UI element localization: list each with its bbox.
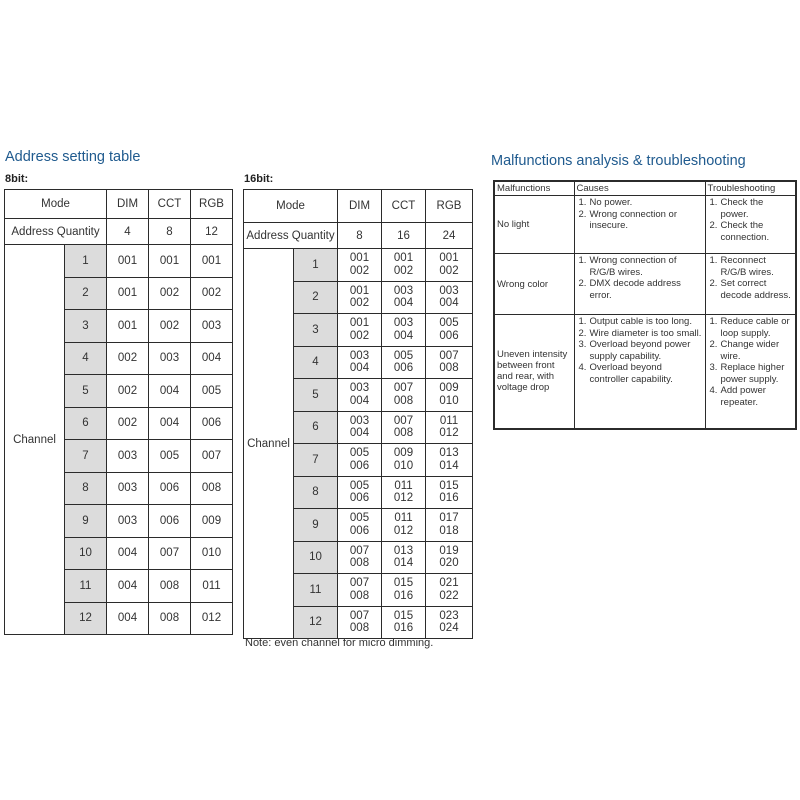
address-value: 017 [439,512,459,525]
causes-cell [574,196,705,254]
address-value: 001 [393,252,414,265]
channel-rgb-address [426,444,473,477]
address-table-title: Address setting table [5,149,141,165]
channel-cct-address: 006 [149,472,191,505]
address-value: 003 [393,317,414,330]
cause-item [577,328,703,340]
channel-cct-address [382,249,426,282]
item-number: 1. [578,197,587,208]
fix-item [708,385,794,408]
address-value: 005 [393,349,414,362]
malfunction-row [494,196,796,254]
causes-list [577,255,703,301]
channel-dim-address: 002 [107,407,149,440]
address-value: 012 [393,524,414,537]
item-number: 4. [709,385,718,396]
channel-rgb-address: 011 [191,570,233,603]
address-value: 015 [439,479,459,492]
address-table-8bit [4,189,233,635]
address-value: 016 [393,622,414,635]
channel-cct-address [382,541,426,574]
address-value: 006 [349,459,370,472]
malfunction-row [494,254,796,315]
address-value: 005 [439,317,459,330]
address-value: 008 [349,557,370,570]
item-number: 1. [578,255,587,266]
address-table-16bit [243,189,473,639]
channel-rgb-address: 012 [191,602,233,635]
channel-number: 9 [294,509,338,542]
item-number: 2. [709,278,718,289]
address-quantity-value: 16 [382,223,426,249]
address-value: 003 [349,349,370,362]
channel-number: 11 [294,574,338,607]
channel-cct-address: 008 [149,602,191,635]
causes-header: Causes [574,181,705,196]
channel-rgb-address [426,541,473,574]
channel-number: 3 [65,310,107,343]
address-value: 002 [393,264,414,277]
channel-dim-address: 001 [107,245,149,278]
channel-number: 8 [294,476,338,509]
address-value: 008 [393,394,414,407]
address-value: 016 [393,589,414,602]
channel-rgb-address: 004 [191,342,233,375]
address-value: 001 [349,317,370,330]
address-value: 014 [439,459,459,472]
malfunctions-title: Malfunctions analysis & troubleshooting [491,153,746,169]
mode-cct-header: CCT [382,190,426,223]
channel-dim-address [338,249,382,282]
item-number: 3. [709,362,718,373]
channel-cct-address [382,509,426,542]
item-text: Wrong connection of R/G/B wires. [589,255,677,278]
channel-number: 6 [65,407,107,440]
address-value: 008 [439,362,459,375]
item-text: Overload beyond power supply capability. [589,339,691,362]
address-value: 024 [439,622,459,635]
channel-rgb-address [426,346,473,379]
troubleshooting-cell [705,315,796,429]
address-value: 004 [393,329,414,342]
item-text: Replace higher power supply. [720,362,785,385]
item-text: No power. [589,197,633,208]
fix-item [708,197,794,220]
channel-label: Channel [5,245,65,635]
channel-dim-address: 002 [107,342,149,375]
fix-item [708,316,794,339]
address-value: 008 [349,622,370,635]
fix-item [708,362,794,385]
fix-item [708,255,794,278]
channel-cct-address: 002 [149,310,191,343]
channel-dim-address: 004 [107,537,149,570]
address-value: 016 [439,492,459,505]
address-value: 002 [349,264,370,277]
channel-number: 7 [294,444,338,477]
address-value: 022 [439,589,459,602]
cause-item [577,197,703,209]
channel-rgb-address: 002 [191,277,233,310]
malfunction-name: No light [494,196,574,254]
channel-cct-address: 006 [149,505,191,538]
malfunctions-header-row [494,181,796,196]
address-value: 011 [439,414,459,427]
channel-dim-address: 001 [107,277,149,310]
channel-number: 1 [65,245,107,278]
channel-cct-address [382,411,426,444]
address-value: 006 [349,492,370,505]
address-value: 008 [349,589,370,602]
channel-dim-address: 003 [107,472,149,505]
channel-cct-address: 007 [149,537,191,570]
mode-header-row [244,190,473,223]
address-quantity-row [244,223,473,249]
channel-cct-address [382,444,426,477]
causes-cell [574,315,705,429]
channel-number: 12 [65,602,107,635]
fix-item [708,339,794,362]
address-value: 004 [439,297,459,310]
channel-number: 1 [294,249,338,282]
item-text: Reconnect R/G/B wires. [720,255,774,278]
channel-rgb-address: 009 [191,505,233,538]
item-number: 4. [578,362,587,373]
channel-dim-address [338,281,382,314]
channel-rgb-address: 005 [191,375,233,408]
address-value: 009 [393,447,414,460]
fix-item [708,220,794,243]
item-number: 2. [578,278,587,289]
item-number: 2. [709,220,718,231]
item-number: 1. [578,316,587,327]
channel-rgb-address: 003 [191,310,233,343]
channel-dim-address [338,574,382,607]
item-text: Wire diameter is too small. [589,327,702,339]
address-quantity-value: 8 [149,219,191,245]
address-value: 018 [439,524,459,537]
address-quantity-row [5,219,233,245]
address-value: 002 [439,264,459,277]
item-text: Check the connection. [720,220,770,243]
item-text: Change wider wire. [720,339,780,362]
mode-rgb-header: RGB [191,190,233,219]
item-text: Check the power. [720,197,764,220]
item-number: 2. [578,208,587,220]
address-value: 004 [349,362,370,375]
address-value: 007 [439,349,459,362]
address-value: 001 [349,252,370,265]
cause-item [577,362,703,385]
bit16-label: 16bit: [244,173,274,185]
channel-number: 10 [294,541,338,574]
micro-dimming-note: Note: even channel for micro dimming. [245,637,434,649]
address-quantity-value: 12 [191,219,233,245]
address-value: 012 [393,492,414,505]
address-quantity-label: Address Quantity [244,223,338,249]
address-value: 004 [349,394,370,407]
channel-rgb-address [426,281,473,314]
mode-label: Mode [5,190,107,219]
item-number: 1. [709,197,718,208]
address-value: 006 [393,362,414,375]
item-number: 2. [709,339,718,350]
fix-item [708,278,794,301]
channel-rgb-address [426,249,473,282]
channel-rgb-address [426,314,473,347]
channel-cct-address: 005 [149,440,191,473]
mode-dim-header: DIM [107,190,149,219]
causes-cell [574,254,705,315]
mode-dim-header: DIM [338,190,382,223]
item-text: Add power repeater. [720,385,766,408]
address-value: 011 [394,512,413,525]
address-value: 007 [393,382,414,395]
channel-row [244,249,473,282]
address-value: 004 [349,427,370,440]
address-quantity-value: 4 [107,219,149,245]
address-value: 005 [349,512,370,525]
troubleshooting-header: Troubleshooting [705,181,796,196]
address-value: 007 [349,577,370,590]
cause-item [577,339,703,362]
malfunctions-header: Malfunctions [494,181,574,196]
channel-rgb-address [426,606,473,639]
cause-item [577,255,703,278]
address-value: 006 [439,329,459,342]
channel-cct-address [382,379,426,412]
channel-dim-address [338,379,382,412]
address-value: 003 [393,284,414,297]
channel-cct-address [382,281,426,314]
troubleshooting-list [708,197,794,243]
mode-header-row [5,190,233,219]
channel-cct-address: 001 [149,245,191,278]
channel-dim-address [338,314,382,347]
channel-rgb-address [426,411,473,444]
item-number: 1. [709,316,718,327]
channel-dim-address [338,444,382,477]
address-quantity-label: Address Quantity [5,219,107,245]
item-number: 3. [578,339,587,350]
channel-number: 4 [294,346,338,379]
address-value: 021 [439,577,459,590]
channel-rgb-address: 008 [191,472,233,505]
item-text: Output cable is too long. [589,316,692,327]
address-value: 019 [439,544,459,557]
troubleshooting-cell [705,196,796,254]
item-text: Set correct decode address. [720,278,791,301]
address-value: 003 [439,284,459,297]
address-value: 002 [349,297,370,310]
item-text: Overload beyond controller capability. [589,362,673,385]
channel-rgb-address: 007 [191,440,233,473]
item-number: 1. [709,255,718,266]
item-text: Wrong connection or insecure. [589,208,677,231]
address-quantity-value: 8 [338,223,382,249]
channel-cct-address [382,606,426,639]
item-text: DMX decode address error. [589,278,681,301]
address-value: 007 [349,544,370,557]
malfunction-row [494,315,796,429]
channel-dim-address [338,476,382,509]
address-value: 003 [349,414,370,427]
address-value: 020 [439,557,459,570]
channel-rgb-address [426,509,473,542]
troubleshooting-list [708,316,794,408]
item-number: 2. [578,327,587,339]
channel-dim-address: 001 [107,310,149,343]
channel-dim-address: 003 [107,505,149,538]
mode-rgb-header: RGB [426,190,473,223]
channel-cct-address: 004 [149,375,191,408]
channel-number: 9 [65,505,107,538]
troubleshooting-list [708,255,794,301]
channel-number: 4 [65,342,107,375]
cause-item [577,316,703,328]
channel-number: 7 [65,440,107,473]
channel-number: 5 [294,379,338,412]
channel-row [5,245,233,278]
channel-rgb-address: 006 [191,407,233,440]
address-value: 013 [393,544,414,557]
malfunction-name: Uneven intensity between front and rear, with voltage drop [494,315,574,429]
item-text: Reduce cable or loop supply. [720,316,790,339]
channel-dim-address: 002 [107,375,149,408]
address-value: 010 [393,459,414,472]
channel-dim-address: 004 [107,570,149,603]
channel-number: 12 [294,606,338,639]
troubleshooting-cell [705,254,796,315]
mode-cct-header: CCT [149,190,191,219]
channel-number: 2 [65,277,107,310]
channel-cct-address: 003 [149,342,191,375]
channel-cct-address [382,314,426,347]
address-value: 004 [393,297,414,310]
channel-dim-address [338,606,382,639]
channel-dim-address: 003 [107,440,149,473]
causes-list [577,316,703,385]
causes-list [577,197,703,232]
channel-number: 10 [65,537,107,570]
channel-number: 2 [294,281,338,314]
address-quantity-value: 24 [426,223,473,249]
channel-dim-address [338,346,382,379]
address-value: 008 [393,427,414,440]
address-value: 001 [439,252,459,265]
channel-rgb-address [426,476,473,509]
address-value: 006 [349,524,370,537]
mode-label: Mode [244,190,338,223]
channel-cct-address: 008 [149,570,191,603]
channel-cct-address [382,476,426,509]
address-value: 007 [349,609,370,622]
address-value: 005 [349,479,370,492]
address-value: 002 [349,329,370,342]
cause-item [577,209,703,232]
malfunctions-table [493,180,797,430]
address-value: 003 [349,382,370,395]
channel-dim-address [338,541,382,574]
channel-cct-address [382,346,426,379]
channel-rgb-address [426,379,473,412]
address-value: 009 [439,382,459,395]
channel-rgb-address: 001 [191,245,233,278]
malfunction-name: Wrong color [494,254,574,315]
address-value: 005 [349,447,370,460]
address-value: 023 [439,609,459,622]
channel-number: 11 [65,570,107,603]
channel-dim-address [338,411,382,444]
channel-number: 6 [294,411,338,444]
channel-number: 5 [65,375,107,408]
address-value: 001 [349,284,370,297]
channel-cct-address: 004 [149,407,191,440]
channel-rgb-address: 010 [191,537,233,570]
address-value: 010 [439,394,459,407]
channel-rgb-address [426,574,473,607]
channel-number: 8 [65,472,107,505]
address-value: 012 [439,427,459,440]
address-value: 015 [393,609,414,622]
address-value: 013 [439,447,459,460]
channel-cct-address [382,574,426,607]
channel-dim-address: 004 [107,602,149,635]
address-value: 011 [394,479,413,492]
channel-cct-address: 002 [149,277,191,310]
address-value: 007 [393,414,414,427]
channel-label: Channel [244,249,294,639]
bit8-label: 8bit: [5,173,29,185]
address-value: 015 [393,577,414,590]
cause-item [577,278,703,301]
channel-dim-address [338,509,382,542]
channel-number: 3 [294,314,338,347]
address-value: 014 [393,557,414,570]
